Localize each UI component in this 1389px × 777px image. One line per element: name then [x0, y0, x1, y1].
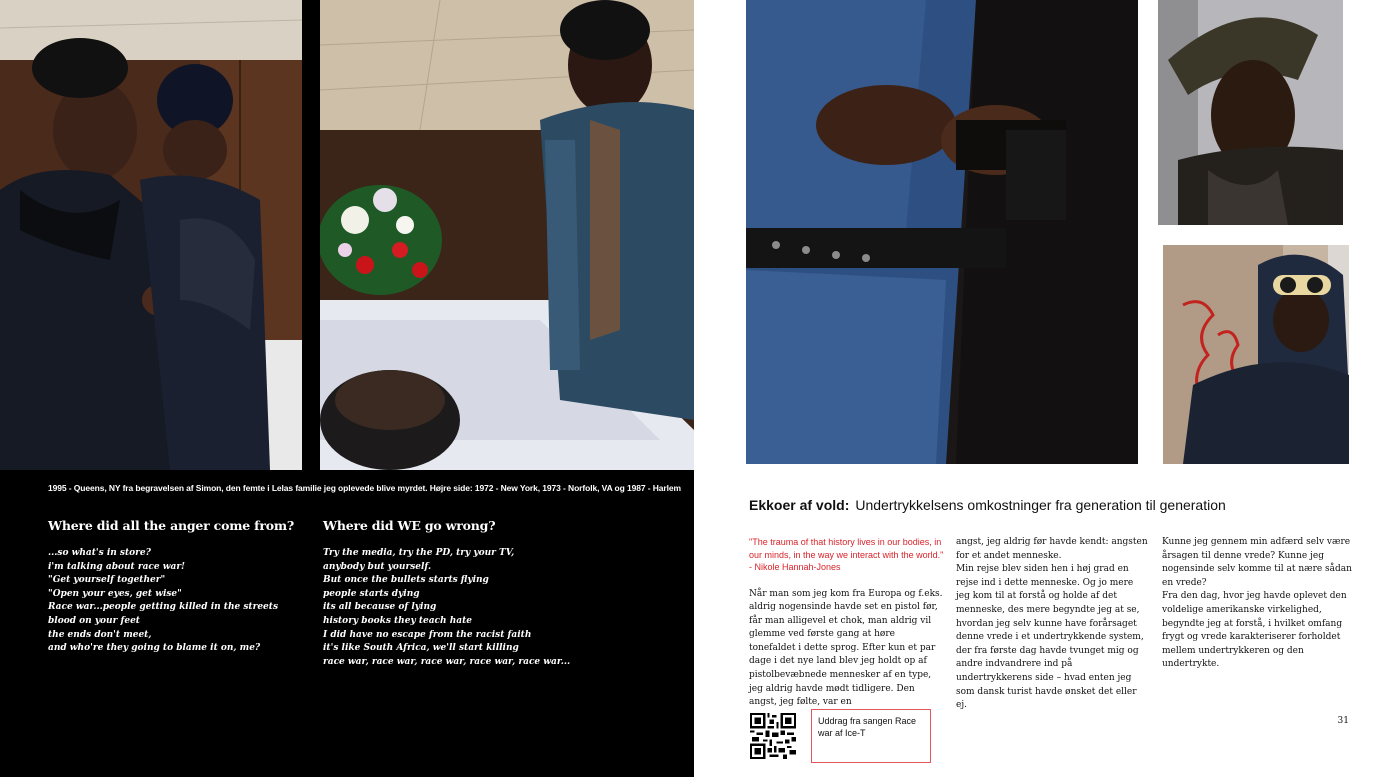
lyrics-line: blood on your feet: [48, 615, 140, 626]
text-column-2: [956, 536, 1148, 713]
lyrics-column-1: [48, 518, 294, 656]
photo-caption: 1995 - Queens, NY fra begravelsen af Simon, den femte i Lelas familie jeg oplevede blive myrdet. Højre side: 1972 - New York, 1973 - Norfolk, VA og 1987 - Harlem: [48, 483, 681, 493]
lyrics-title-1: Where did all the anger come from?: [48, 518, 295, 533]
left-page: [0, 0, 694, 777]
lyrics-line: I did have no escape from the racist faith: [323, 629, 532, 640]
body-paragraph: angst, jeg aldrig før havde kendt: angsten for et andet menneske.: [956, 537, 1148, 561]
text-column-3: [1162, 536, 1352, 672]
lyrics-line: history books they teach hate: [323, 615, 472, 626]
headline-subtitle: Undertrykkelsens omkostninger fra generation til generation: [855, 497, 1226, 513]
photo-man-hat: [1158, 0, 1343, 225]
page-number: 31: [1337, 716, 1349, 726]
body-paragraph: Kunne jeg gennem min adfærd selv være årsagen til denne vrede? Kunne jeg nogensinde selv komme til at nære sådan en vrede?: [1162, 537, 1352, 588]
qr-code[interactable]: [750, 713, 796, 759]
lyrics-line: Try the media, try the PD, try your TV,: [323, 548, 515, 558]
lyrics-line: Race war...people getting killed in the streets: [48, 602, 279, 613]
photo-casket: [320, 0, 694, 470]
body-paragraph: Min rejse blev siden hen i høj grad en rejse ind i dette menneske. Og jo mere jeg kom til at forstå og holde af det menneske, des mere begyndte jeg at se, hvordan jeg selv kunne have forårsaget denne vrede i et undertrykkende system, der fra første dag havde tvunget mig og andre indvandrere ind på undertrykkerens side – hvad enten jeg som dansk turist havde ønsket det eller ej.: [956, 564, 1144, 711]
lyrics-column-2: [323, 518, 570, 669]
photo-mourners: [0, 0, 302, 470]
lyrics-line: and who're they going to blame it on, me?: [48, 643, 261, 654]
lyrics-line: "Open your eyes, get wise": [48, 588, 182, 599]
photo-gun-waistband: [746, 0, 1138, 464]
lyrics-line: i'm talking about race war!: [48, 561, 186, 572]
lyrics-line: people starts dying: [323, 588, 420, 599]
lyrics-line: ...so what's in store?: [48, 548, 151, 558]
lyrics-title-2: Where did WE go wrong?: [323, 518, 496, 533]
headline-bold: Ekkoer af vold:: [749, 497, 850, 513]
lyrics-line: "Get yourself together": [48, 575, 166, 586]
lyrics-line: its all because of lying: [323, 602, 437, 613]
right-page: [694, 0, 1389, 777]
qr-caption: Uddrag fra sangen Race war af Ice-T: [811, 709, 931, 763]
lyrics-line: the ends don't meet,: [48, 629, 152, 640]
lyrics-line: it's like South Africa, we'll start killing: [323, 643, 519, 654]
lyrics-line: race war, race war, race war, race war, race war...: [323, 656, 571, 667]
photo-man-hoodie: [1163, 245, 1349, 464]
lyrics-line: anybody but yourself.: [323, 561, 432, 572]
text-column-1: [749, 536, 944, 710]
lyrics-line: But once the bullets starts flying: [323, 575, 489, 586]
pull-quote: "The trauma of that history lives in our bodies, in our minds, in the way we interact with the world." - Nikole Hannah-Jones: [749, 537, 944, 572]
body-paragraph: Fra den dag, hvor jeg havde oplevet den voldelige amerikanske virkelighed, begyndte jeg at forstå, i hvilket omfang frygt og vrede karakteriserer forholdet mellem undertrykkeren og den undertrykte.: [1162, 591, 1347, 670]
body-paragraph: Når man som jeg kom fra Europa og f.eks. aldrig nogensinde havde set en pistol før, får man alligevel et chok, man aldrig vil glemme ved første gang at høre tonefaldet i dette sprog. Efter kun et par dage i det nye land blev jeg holdt op af pistolbevæbnede mennesker af en type, jeg aldrig havde mødt tidligere. Den angst, jeg følte, var en: [749, 588, 943, 708]
article-headline: [749, 497, 1226, 513]
